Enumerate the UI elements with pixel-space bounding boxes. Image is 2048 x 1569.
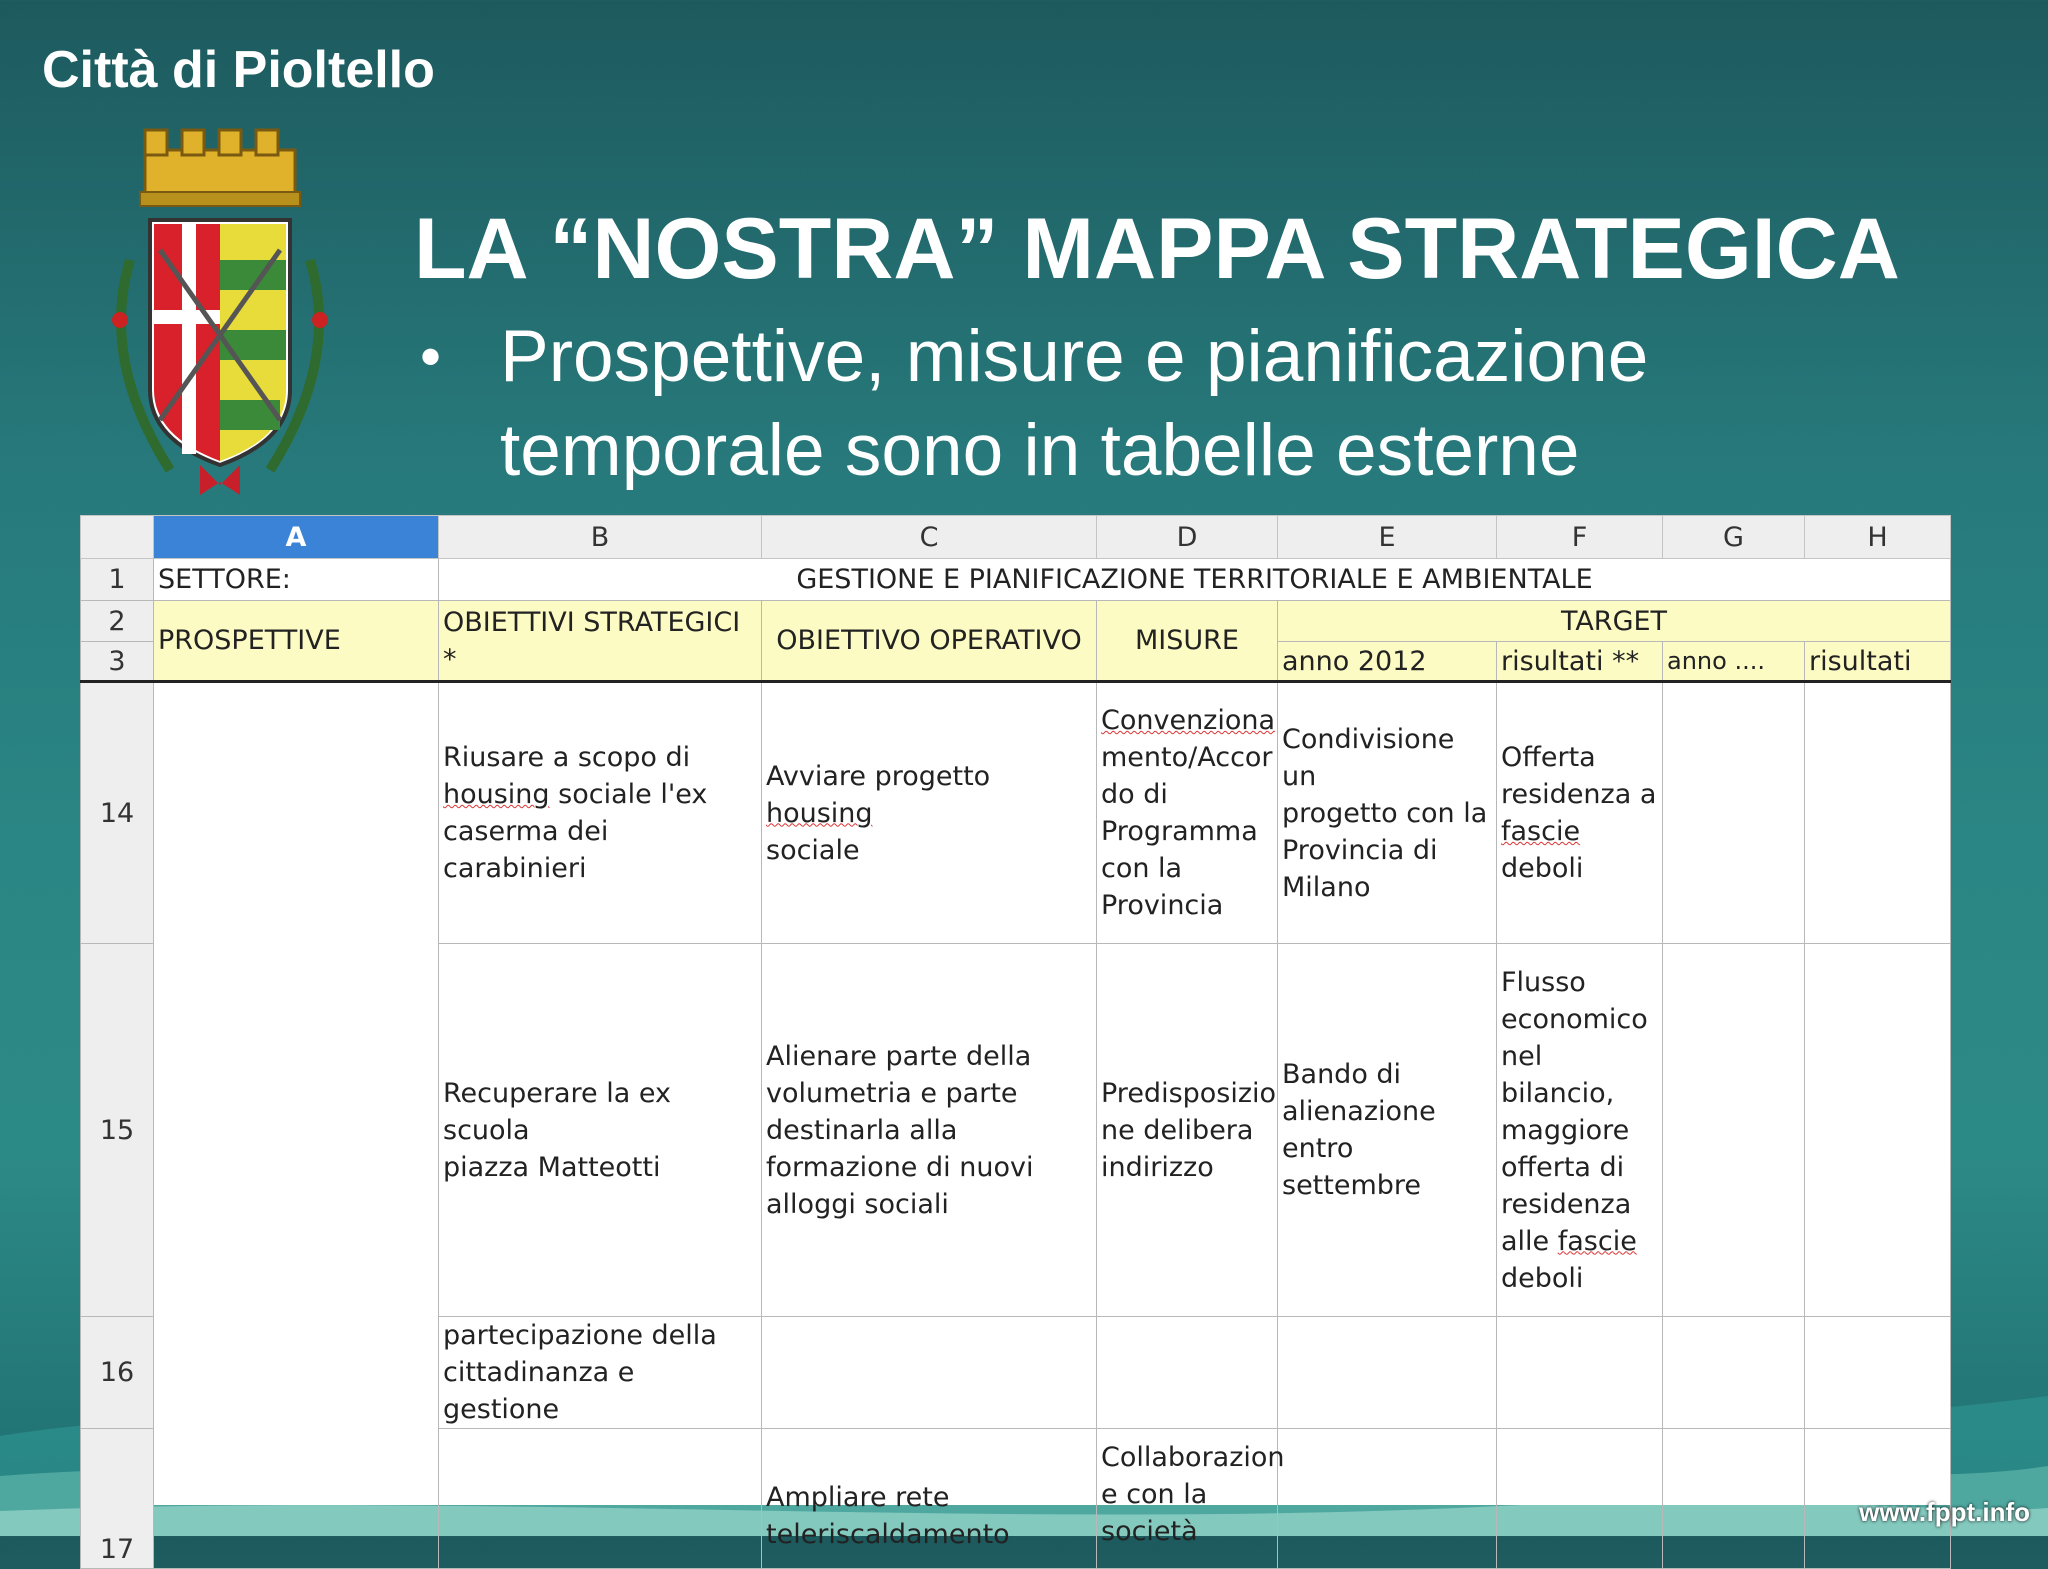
- cell-obiettivi-header[interactable]: OBIETTIVI STRATEGICI *: [439, 601, 762, 682]
- cell-text: Provincia di: [1282, 834, 1438, 866]
- cell-text: residenza: [1501, 1188, 1632, 1220]
- cell-text: Convenziona: [1101, 705, 1276, 736]
- footer-site: www.fppt.info: [1859, 1497, 2030, 1527]
- city-name: Città di Pioltello: [42, 41, 435, 99]
- cell-text: alloggi sociali: [766, 1188, 949, 1220]
- row-14: [81, 682, 1951, 944]
- bullet-line-2: temporale sono in tabelle esterne: [500, 410, 1580, 491]
- row-header-3[interactable]: 3: [81, 642, 154, 682]
- cell-text: residenza a: [1501, 779, 1657, 810]
- cell-text: indirizzo: [1101, 1151, 1214, 1183]
- cell-text: caserma dei carabinieri: [443, 816, 609, 884]
- cell-prospettive-header[interactable]: PROSPETTIVE: [154, 601, 439, 682]
- cell-b15[interactable]: [439, 944, 762, 1317]
- cell-a14-merged[interactable]: [154, 682, 439, 1569]
- cell-text: formazione di nuovi: [766, 1151, 1034, 1183]
- cell-text: Alienare parte della: [766, 1040, 1032, 1072]
- bullet-line-1: Prospettive, misure e pianificazione: [500, 316, 1649, 397]
- cell-text: e con la: [1101, 1479, 1208, 1510]
- cell-text: cittadinanza e gestione: [443, 1357, 635, 1425]
- cell-text: volumetria e parte: [766, 1077, 1018, 1109]
- cell-text: entro settembre: [1282, 1133, 1422, 1201]
- cell-text: Collaborazion: [1101, 1442, 1285, 1473]
- cell-d15[interactable]: [1097, 944, 1278, 1317]
- cell-anno-2012[interactable]: anno 2012: [1278, 642, 1497, 682]
- column-header-d[interactable]: D: [1097, 516, 1278, 559]
- cell-text: teleriscaldamento: [766, 1519, 1010, 1550]
- cell-text: do di: [1101, 779, 1168, 810]
- column-header-b[interactable]: B: [439, 516, 762, 559]
- row-header-15[interactable]: 15: [81, 944, 154, 1317]
- cell-text: housing sociale l'ex: [443, 779, 708, 810]
- row-header-17[interactable]: 17: [81, 1429, 154, 1569]
- cell-c16[interactable]: [762, 1317, 1097, 1429]
- cell-c15[interactable]: [762, 944, 1097, 1317]
- row-header-2[interactable]: 2: [81, 601, 154, 642]
- cell-text: sociale: [766, 834, 860, 866]
- cell-b16[interactable]: [439, 1317, 762, 1429]
- column-header-a[interactable]: A: [154, 516, 439, 559]
- cell-g15[interactable]: [1663, 944, 1805, 1317]
- column-header-f[interactable]: F: [1497, 516, 1663, 559]
- cell-operativo-header[interactable]: OBIETTIVO OPERATIVO: [762, 601, 1097, 682]
- cell-c14[interactable]: [762, 682, 1097, 944]
- cell-h15[interactable]: [1805, 944, 1951, 1317]
- cell-text: Programma: [1101, 816, 1258, 847]
- cell-text: Provincia: [1101, 890, 1224, 921]
- cell-d17[interactable]: [1097, 1429, 1285, 1569]
- cell-e15[interactable]: [1278, 944, 1497, 1317]
- cell-text: società: [1101, 1516, 1198, 1547]
- cell-text: Riusare a scopo di: [443, 742, 691, 773]
- row-1: [81, 559, 1951, 601]
- cell-f15[interactable]: [1497, 944, 1663, 1317]
- cell-text: con la: [1101, 853, 1183, 884]
- row-2: [81, 601, 1951, 642]
- coat-of-arms-icon: [90, 120, 350, 500]
- cell-anno-x[interactable]: anno ....: [1663, 642, 1805, 682]
- cell-g17[interactable]: [1663, 1429, 1805, 1569]
- cell-a1[interactable]: SETTORE:: [154, 559, 439, 601]
- column-header-g[interactable]: G: [1663, 516, 1805, 559]
- cell-text: deboli: [1501, 853, 1584, 884]
- cell-text: partecipazione della: [443, 1320, 717, 1351]
- cell-f16[interactable]: [1497, 1317, 1663, 1429]
- cell-misure-header[interactable]: MISURE: [1097, 601, 1278, 682]
- cell-d16[interactable]: [1097, 1317, 1278, 1429]
- slide-title: LA “NOSTRA” MAPPA STRATEGICA: [414, 201, 1900, 297]
- cell-text: offerta di: [1501, 1151, 1625, 1183]
- cell-b14[interactable]: [439, 682, 762, 944]
- cell-text: Bando di: [1282, 1059, 1402, 1090]
- cell-c17[interactable]: [762, 1429, 1097, 1569]
- cell-text: Recuperare la ex scuola: [443, 1077, 671, 1146]
- cell-text: Condivisione un: [1282, 723, 1455, 792]
- cell-h14[interactable]: [1805, 682, 1951, 944]
- cell-e16[interactable]: [1278, 1317, 1497, 1429]
- column-header-e[interactable]: E: [1278, 516, 1497, 559]
- cell-text: Predisposizio: [1101, 1077, 1277, 1109]
- cell-text: Flusso: [1501, 966, 1586, 998]
- cell-text: economico: [1501, 1003, 1648, 1035]
- corner-cell[interactable]: [81, 516, 154, 559]
- cell-risultati-1[interactable]: risultati **: [1497, 642, 1663, 682]
- cell-h16[interactable]: [1805, 1317, 1951, 1429]
- cell-text: nel bilancio,: [1501, 1040, 1615, 1109]
- cell-g16[interactable]: [1663, 1317, 1805, 1429]
- column-header-c[interactable]: C: [762, 516, 1097, 559]
- row-header-14[interactable]: 14: [81, 682, 154, 944]
- cell-text: Offerta: [1501, 742, 1596, 773]
- row-header-1[interactable]: 1: [81, 559, 154, 601]
- cell-risultati-2[interactable]: risultati: [1805, 642, 1951, 682]
- cell-text: Ampliare rete: [766, 1482, 950, 1513]
- column-header-row: [81, 516, 1951, 559]
- cell-text: mento/Accor: [1101, 742, 1273, 773]
- cell-d14[interactable]: [1097, 682, 1278, 944]
- column-header-h[interactable]: H: [1805, 516, 1951, 559]
- cell-text: maggiore: [1501, 1114, 1630, 1146]
- cell-text: Milano: [1282, 871, 1371, 903]
- row-header-16[interactable]: 16: [81, 1317, 154, 1429]
- spreadsheet-grid: [80, 515, 1951, 1569]
- cell-text: ne delibera: [1101, 1114, 1254, 1146]
- cell-text: alienazione: [1282, 1096, 1436, 1127]
- cell-g14[interactable]: [1663, 682, 1805, 944]
- cell-text: deboli: [1501, 1262, 1584, 1294]
- cell-target-header[interactable]: TARGET: [1278, 601, 1951, 642]
- cell-e17[interactable]: [1278, 1429, 1497, 1569]
- cell-text: Avviare progetto housing: [766, 760, 991, 829]
- bullet-icon: •: [420, 323, 442, 390]
- cell-b17[interactable]: [439, 1429, 762, 1569]
- cell-text: fascie: [1501, 816, 1581, 847]
- cell-f14[interactable]: [1497, 682, 1663, 944]
- cell-b1-merged[interactable]: GESTIONE E PIANIFICAZIONE TERRITORIALE E AMBIENTALE: [439, 559, 1951, 601]
- cell-text: progetto con la: [1282, 797, 1488, 829]
- cell-e14[interactable]: [1278, 682, 1497, 944]
- cell-f17[interactable]: [1497, 1429, 1663, 1569]
- cell-text: alle fascie: [1501, 1225, 1637, 1257]
- cell-text: piazza Matteotti: [443, 1151, 661, 1183]
- cell-text: destinarla alla: [766, 1114, 958, 1146]
